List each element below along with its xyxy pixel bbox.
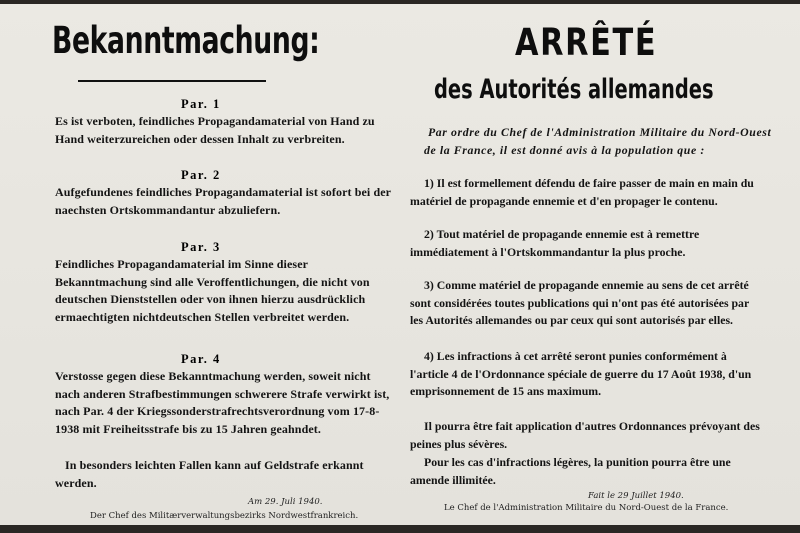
german-title: Bekanntmachung: [52,19,320,62]
german-par-1-text: Es ist verboten, feindliches Propagandamaterial von Hand zu Hand weiterzureichen oder dessen Inhalt zu verbreiten. [55,114,375,146]
german-date: Am 29. Juli 1940. [248,497,323,507]
german-par-2-text: Aufgefundenes feindliches Propagandamaterial ist sofort bei der naechsten Ortskommandantur abzuliefern. [55,185,391,217]
german-par-4-text-2: In besonders leichten Fallen kann auf Geldstrafe erkannt werden. [55,458,364,490]
german-signature: Der Chef des Militærverwaltungsbezirks Nordwestfrankreich. [90,511,359,521]
french-title: ARRÊTÉ [515,21,658,64]
french-item-3: 3) Comme matériel de propagande ennemie au sens de cet arrêté sont considérées toutes publications qui n'ont pas été autorisées par les Autorités allemandes ou par ceux qui sont autorisés par elles. [410,278,749,327]
french-item-4: 4) Les infractions à cet arrêté seront punies conformément à l'article 4 de l'Ordonnance spéciale de guerre du 17 Août 1938, d'un emprisonnement de 15 ans maximum. [410,349,752,398]
french-intro: Par ordre du Chef de l'Administration Militaire du Nord-Ouest de la France, il est donné avis à la population que : [424,125,772,157]
photo-border-bottom [0,525,800,533]
german-par-3-text: Feindliches Propagandamaterial im Sinne dieser Bekanntmachung sind alle Veroffentlichungen, die nicht von deutschen Dienststellen oder von ihnen hierzu ausdrücklich ermaechtigten nichtdeutschen Stellen verbreitet werden. [55,257,370,324]
french-item-5: Il pourra être fait application d'autres Ordonnances prévoyant des peines plus sévères. [410,419,760,451]
photo-border-top [0,0,800,4]
french-subtitle: des Autorités allemandes [434,74,714,105]
french-date: Fait le 29 Juillet 1940. [588,491,684,501]
german-par-3-heading: Par. 3 [181,240,221,254]
german-par-4-text: Verstosse gegen diese Bekanntmachung werden, soweit nicht nach anderen Strafbestimmungen schwerere Strafe verwirkt ist, nach Par. 4 der Kriegssonderstrafrechtsverordnung vom 17-8-1938 mit Freiheitsstrafe bis zu 15 Jahren geahndet. [55,369,390,436]
french-signature: Le Chef de l'Administration Militaire du Nord-Ouest de la France. [444,503,729,513]
french-item-6: Pour les cas d'infractions légères, la punition pourra être une amende illimitée. [410,455,731,487]
german-title-rule [78,80,266,82]
german-par-1-heading: Par. 1 [181,97,221,111]
german-par-2-heading: Par. 2 [181,168,221,182]
german-par-4-heading: Par. 4 [181,352,221,366]
french-item-2: 2) Tout matériel de propagande ennemie est à remettre immédiatement à l'Ortskommandantur la plus proche. [410,227,700,259]
french-item-1: 1) Il est formellement défendu de faire passer de main en main du matériel de propagande ennemie et d'en propager le contenu. [410,176,754,208]
